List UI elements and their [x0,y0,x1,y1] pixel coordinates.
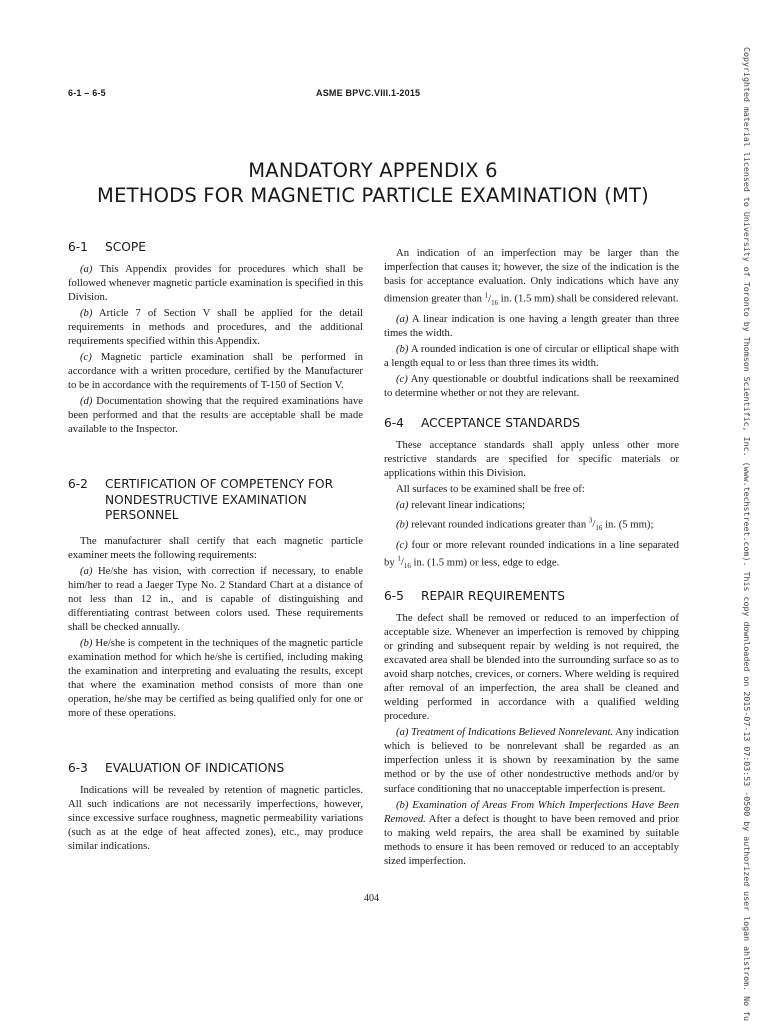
paragraph: (a) Treatment of Indications Believed Nonrelevant. Any indication which is believed to be nonrelevant shall be regarded as an imperfection unless it is shown by reexamination by the same method or by the use of other nondestructive methods and/or by surface conditioning that no unacceptable imperfection is present. [384,726,679,795]
page-title [68,158,678,208]
section-6-1-heading: 6-1 SCOPE [68,240,146,254]
paragraph: (c) Magnetic particle examination shall be performed in accordance with a written procedure, certified by the Manufacturer to be in accordance with the requirements of T-150 of Section V. [68,350,363,391]
right-column [384,246,679,870]
title-line-1: MANDATORY APPENDIX 6 [248,159,498,182]
paragraph: The defect shall be removed or reduced to an imperfection of acceptable size. Whenever an imperfection is removed by chipping or grinding and subsequent repair by welding is not required, the excavated area shall be blended into the surrounding surface so as to avoid sharp notches, crevices, or corners. Where welding is required after removal of an imperfection, the area shall be cleaned and welding performed in accordance with a qualified welding procedure. [384,611,679,723]
paragraph: (b) relevant rounded indications greater than $^3/_{16}$ in. (5 mm); [396,516,654,533]
paragraph: (a) He/she has vision, with correction if necessary, to enable him/her to read a Jaeger Type No. 2 Standard Chart at a distance of not less than 12 in., and is capable of distinguishing and differentiating contrast between colors used. These requirements shall be checked annually. [68,564,363,633]
paragraph: (c) Any questionable or doubtful indications shall be reexamined to determine whether or not they are relevant. [384,373,679,400]
paragraph: (b) A rounded indication is one of circular or elliptical shape with a length equal to or less than three times its width. [384,342,679,370]
paragraph: (b) Examination of Areas From Which Imperfections Have Been Removed. After a defect is thought to have been removed and prior to making weld repairs, the area shall be examined by suitable methods to ensure it has been removed or reduced to an acceptably sized imperfection. [384,798,679,867]
copyright-side-notice: Copyrighted material licensed to University of Toronto by Thomson Scientific, Inc. (www.techstreet.com). This copy downloaded on 2015-07-13 07:03:53 -0500 by authorized user logan ahlstrom. No fu [742,47,752,1022]
paragraph: (a) A linear indication is one having a length greater than three times the width. [384,312,679,339]
page-number: 404 [364,893,379,904]
left-column [68,240,363,855]
paragraph: These acceptance standards shall apply unless other more restrictive standards are specified for specific materials or applications within this Division. [384,438,679,479]
section-6-4-heading: 6-4 ACCEPTANCE STANDARDS [384,416,581,431]
paragraph: (b) Article 7 of Section V shall be applied for the detail requirements in methods and procedures, and the additional requirements specified within this Appendix. [68,306,363,347]
paragraph: (a) This Appendix provides for procedures which shall be followed whenever magnetic particle examination is specified in this Division. [68,262,363,303]
paragraph: An indication of an imperfection may be larger than the imperfection that causes it; however, the size of the indication is the basis for acceptance evaluation. Only indications which have any dimension greater than $^1/_{16}$ in. (1.5 mm) shall be considered relevant. [384,247,679,307]
section-6-3-heading: 6-3 EVALUATION OF INDICATIONS [68,761,285,776]
paragraph: (b) He/she is competent in the techniques of the magnetic particle examination method for which he/she is certified, including making the examination and interpreting and evaluating the results, except that where the examination method consists of more than one operation, he/she may be certified as being qualified only for one or more of these operations. [68,636,363,720]
section-6-2-heading: 6-2 CERTIFICATION OF COMPETENCY FOR NONDESTRUCTIVE EXAMINATION PERSONNEL [68,477,334,523]
paragraph: (d) Documentation showing that the required examinations have been performed and that the results are acceptable shall be made available to the Inspector. [68,394,363,436]
paragraph: (c) four or more relevant rounded indications in a line separated by $^1/_{16}$ in. (1.5 mm) or less, edge to edge. [384,538,679,571]
section-6-5-heading: 6-5 REPAIR REQUIREMENTS [384,589,565,604]
running-header-section: 6-1 – 6-5 [68,88,106,98]
paragraph: All surfaces to be examined shall be free of: [396,482,585,495]
paragraph: The manufacturer shall certify that each magnetic particle examiner meets the following requirements: [68,534,363,561]
paragraph: Indications will be revealed by retention of magnetic particles. All such indications are not necessarily imperfections, however, since excessive surface roughness, magnetic permeability variations (such as at the edge of heat affected zones), etc., may produce similar indications. [68,783,363,852]
paragraph: (a) relevant linear indications; [396,498,526,511]
running-header-standard: ASME BPVC.VIII.1-2015 [316,88,421,98]
title-line-2: METHODS FOR MAGNETIC PARTICLE EXAMINATION (MT) [97,184,649,207]
